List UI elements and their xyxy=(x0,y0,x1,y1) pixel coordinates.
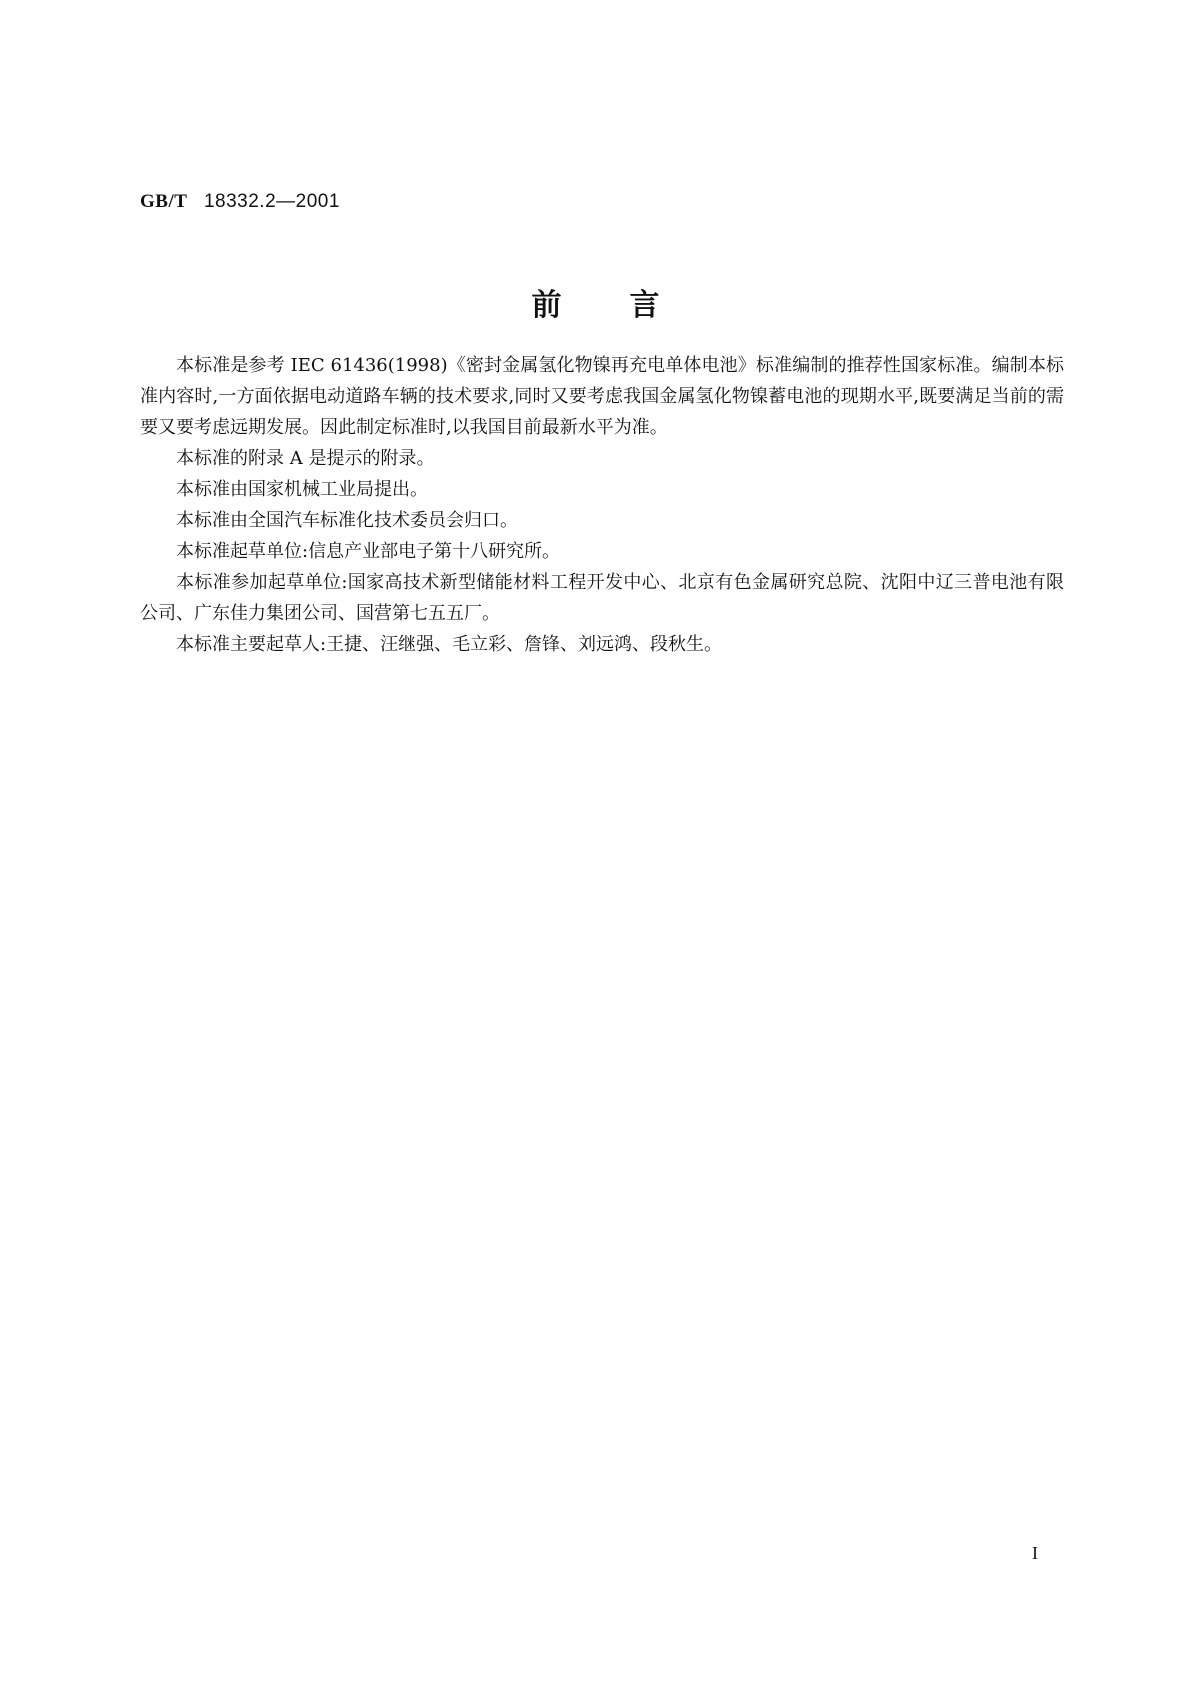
paragraph-drafting-unit: 本标准起草单位:信息产业部电子第十八研究所。 xyxy=(176,541,561,562)
paragraph-centralized: 本标准由全国汽车标准化技术委员会归口。 xyxy=(176,510,518,531)
standard-number-header xyxy=(140,190,340,213)
paragraph-drafters: 本标准主要起草人:王捷、汪继强、毛立彩、詹锋、刘远鸿、段秋生。 xyxy=(176,634,723,655)
paragraph-participating-units: 本标准参加起草单位:国家高技术新型储能材料工程开发中心、北京有色金属研究总院、沈阳中辽三普电池有限公司、广东佳力集团公司、国营第七五五厂。 xyxy=(140,572,1064,624)
standard-number: 18332.2—2001 xyxy=(203,191,340,212)
paragraph-appendix: 本标准的附录 A 是提示的附录。 xyxy=(176,448,435,469)
paragraph-proposer: 本标准由国家机械工业局提出。 xyxy=(176,479,428,500)
paragraph-intro: 本标准是参考 IEC 61436(1998)《密封金属氢化物镍再充电单体电池》标准编制的推荐性国家标准。编制本标准内容时,一方面依据电动道路车辆的技术要求,同时又要考虑我国金属氢化物镍蓄电池的现期水平,既要满足当前的需要又要考虑远期发展。因此制定标准时,以我国目前最新水平为准。 xyxy=(140,355,1064,438)
foreword-body xyxy=(140,350,1064,660)
page-title: 前言 xyxy=(531,288,728,323)
standard-code: GB/T xyxy=(140,191,188,212)
page-number: I xyxy=(1032,1543,1038,1563)
